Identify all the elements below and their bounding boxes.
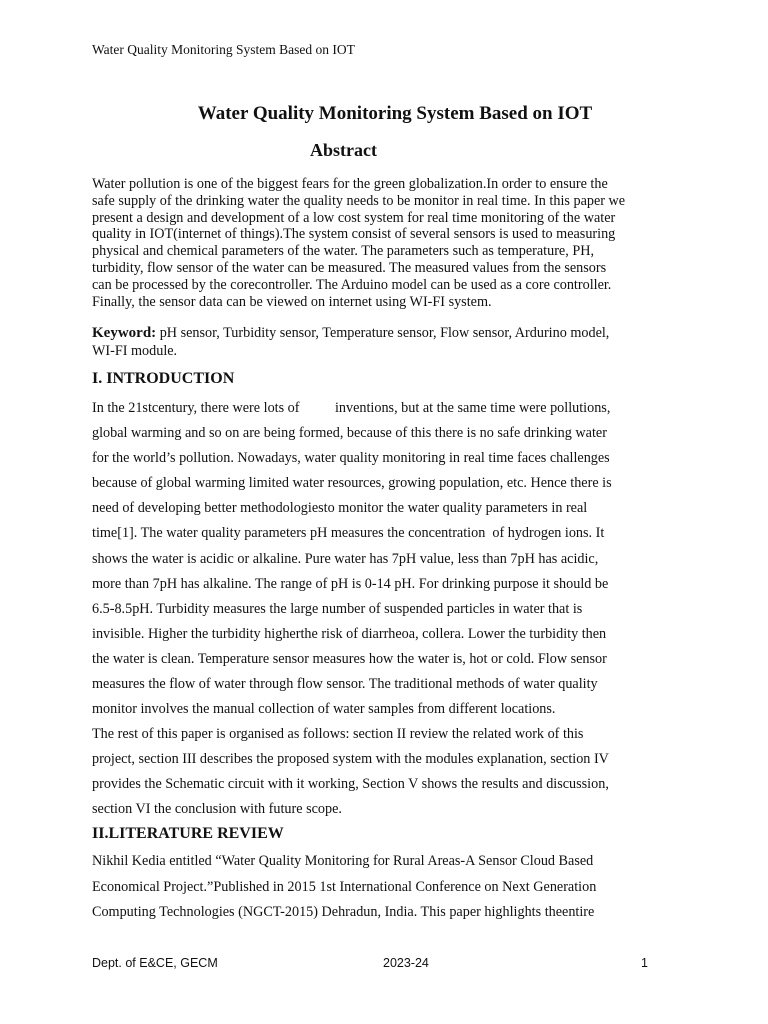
text-line: turbidity, flow sensor of the water can be measured. The measured values from the sensors xyxy=(92,259,607,276)
text-line: Water pollution is one of the biggest fears for the green globalization.In order to ensure the xyxy=(92,176,608,192)
section-heading-literature-review: II.LITERATURE REVIEW xyxy=(92,825,284,842)
running-header: Water Quality Monitoring System Based on IOT xyxy=(92,42,355,57)
text-line: because of global warming limited water resources, growing population, etc. Hence there is xyxy=(92,475,612,492)
text-line: quality in IOT(internet of things).The system consist of several sensors is used to measuring xyxy=(92,226,616,243)
literature-review-body xyxy=(92,849,596,926)
text-line: for the world’s pollution. Nowadays, water quality monitoring in real time faces challenges xyxy=(92,450,610,467)
abstract-body xyxy=(92,176,625,310)
footer-page-number: 1 xyxy=(641,956,648,970)
text-line: more than 7pH has alkaline. The range of pH is 0-14 pH. For drinking purpose it should be xyxy=(92,575,609,592)
text-line: measures the flow of water through flow sensor. The traditional methods of water quality xyxy=(92,676,598,693)
paper-title: Water Quality Monitoring System Based on IOT xyxy=(197,103,593,124)
footer-year: 2023-24 xyxy=(383,956,429,970)
footer-department: Dept. of E&CE, GECM xyxy=(92,956,218,970)
text-line: In the 21stcentury, there were lots of inventions, but at the same time were pollutions, xyxy=(92,400,611,416)
text-line: present a design and development of a low cost system for real time monitoring of the water xyxy=(92,209,616,226)
keyword-label: Keyword: xyxy=(92,325,157,341)
text-line: section VI the conclusion with future scope. xyxy=(92,801,342,818)
keywords xyxy=(92,324,609,360)
text-line: Nikhil Kedia entitled “Water Quality Monitoring for Rural Areas-A Sensor Cloud Based xyxy=(92,853,594,869)
text-line: the water is clean. Temperature sensor measures how the water is, hot or cold. Flow sensor xyxy=(92,650,607,667)
text-line: can be processed by the corecontroller. The Arduino model can be used as a core controller. xyxy=(92,276,612,293)
text-line: monitor involves the manual collection of water samples from different locations. xyxy=(92,701,556,718)
text-line: invisible. Higher the turbidity higherthe risk of diarrheoa, collera. Lower the turbidity then xyxy=(92,625,607,642)
text-line: global warming and so on are being formed, because of this there is no safe drinking water xyxy=(92,425,607,442)
text-line: physical and chemical parameters of the water. The parameters such as temperature, PH, xyxy=(92,243,595,260)
text-line: time[1]. The water quality parameters pH measures the concentration of hydrogen ions. It xyxy=(92,525,605,542)
paper-organisation-paragraph xyxy=(92,722,609,822)
abstract-heading: Abstract xyxy=(310,140,377,160)
text-line: safe supply of the drinking water the quality needs to be monitor in real time. In this paper we xyxy=(92,192,626,209)
text-line: Finally, the sensor data can be viewed on internet using WI-FI system. xyxy=(92,293,492,310)
text-line: The rest of this paper is organised as follows: section II review the related work of this xyxy=(92,726,584,742)
text-line: Computing Technologies (NGCT-2015) Dehradun, India. This paper highlights theentire xyxy=(92,904,595,921)
text-line: provides the Schematic circuit with it working, Section V shows the results and discussion, xyxy=(92,776,609,793)
text-line: 6.5-8.5pH. Turbidity measures the large number of suspended particles in water that is xyxy=(92,600,583,617)
text-line: WI-FI module. xyxy=(92,343,178,359)
text-line: Economical Project.”Published in 2015 1st International Conference on Next Generation xyxy=(92,878,597,895)
introduction-body xyxy=(92,396,612,722)
text-line: need of developing better methodologiesto monitor the water quality parameters in real xyxy=(92,500,588,517)
text-line: shows the water is acidic or alkaline. Pure water has 7pH value, less than 7pH has acidic, xyxy=(92,550,599,567)
section-heading-introduction: I. INTRODUCTION xyxy=(92,370,235,387)
text-line: pH sensor, Turbidity sensor, Temperature sensor, Flow sensor, Ardurino model, xyxy=(156,325,610,341)
text-line: project, section III describes the proposed system with the modules explanation, section IV xyxy=(92,751,609,768)
